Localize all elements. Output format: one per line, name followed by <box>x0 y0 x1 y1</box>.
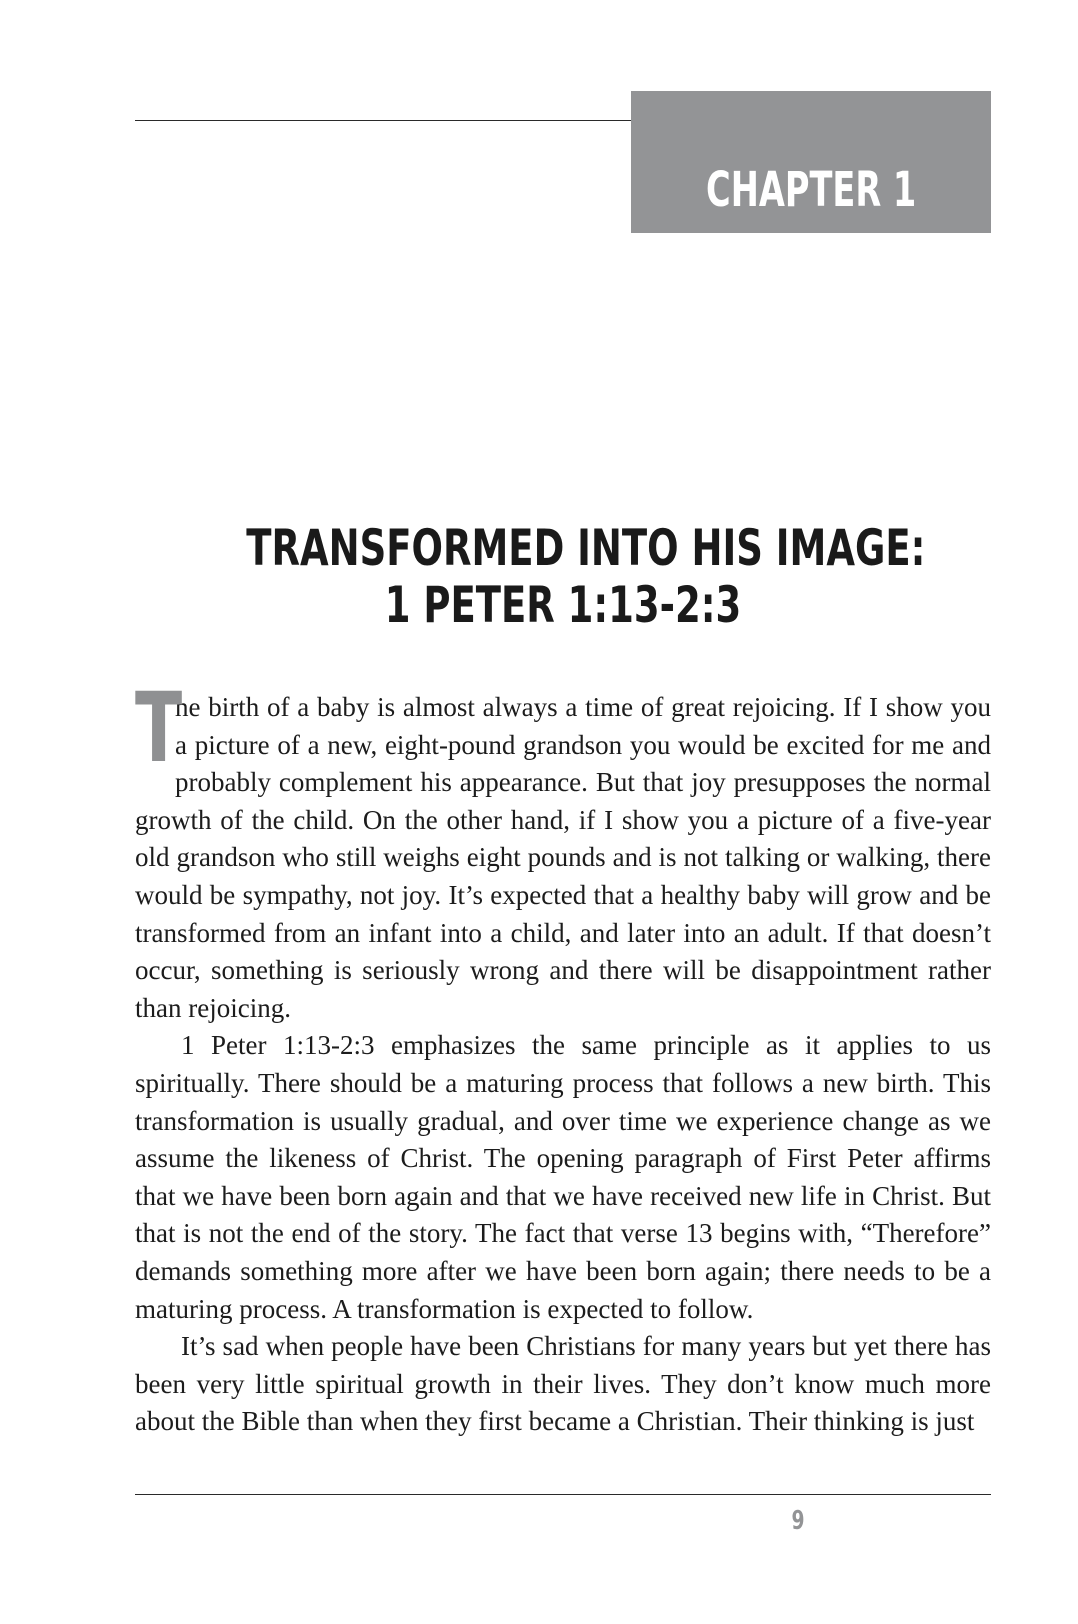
paragraph-1 <box>135 672 991 1027</box>
paragraph-2: 1 Peter 1:13-2:3 emphasizes the same principle as it applies to us spiritually. There should be a maturing process that follows a new birth. This transformation is usually gradual, and over time we experience change as we assume the likeness of Christ. The opening paragraph of First Peter affirms that we have been born again and that we have received new life in Christ. But that is not the end of the story. The fact that verse 13 begins with, “Therefore” demands something more after we have been born again; there needs to be a maturing process. A transformation is expected to follow. <box>135 1030 991 1324</box>
page-number: 9 <box>791 1506 805 1536</box>
chapter-label: CHAPTER 1 <box>705 162 917 218</box>
drop-cap: T <box>135 672 183 784</box>
chapter-title <box>135 520 991 634</box>
chapter-title-line-2: 1 PETER 1:13-2:3 <box>384 576 742 634</box>
paragraph-3: It’s sad when people have been Christians for many years but yet there has been very little spiritual growth in their lives. They don’t know much more about the Bible than when they first became a Christian. Their thinking is just <box>135 1331 991 1437</box>
body-text <box>135 672 991 1441</box>
chapter-banner <box>631 91 991 233</box>
footer-rule <box>135 1494 991 1495</box>
paragraph-1-text: he birth of a baby is almost always a time of great rejoicing. If I show you a picture of a new, eight-pound grandson you would be excited for me and probably complement his appearance. But that joy presupposes the normal growth of the child. On the other hand, if I show you a picture of a five-year old grandson who still weighs eight pounds and is not talking or walking, there would be sympathy, not joy. It’s expected that a healthy baby will grow and be transformed from an infant into a child, and later into an adult. If that doesn’t occur, something is seriously wrong and there will be disappointment rather than rejoicing. <box>135 692 991 1023</box>
chapter-title-line-1: TRANSFORMED INTO HIS IMAGE: <box>246 519 926 577</box>
